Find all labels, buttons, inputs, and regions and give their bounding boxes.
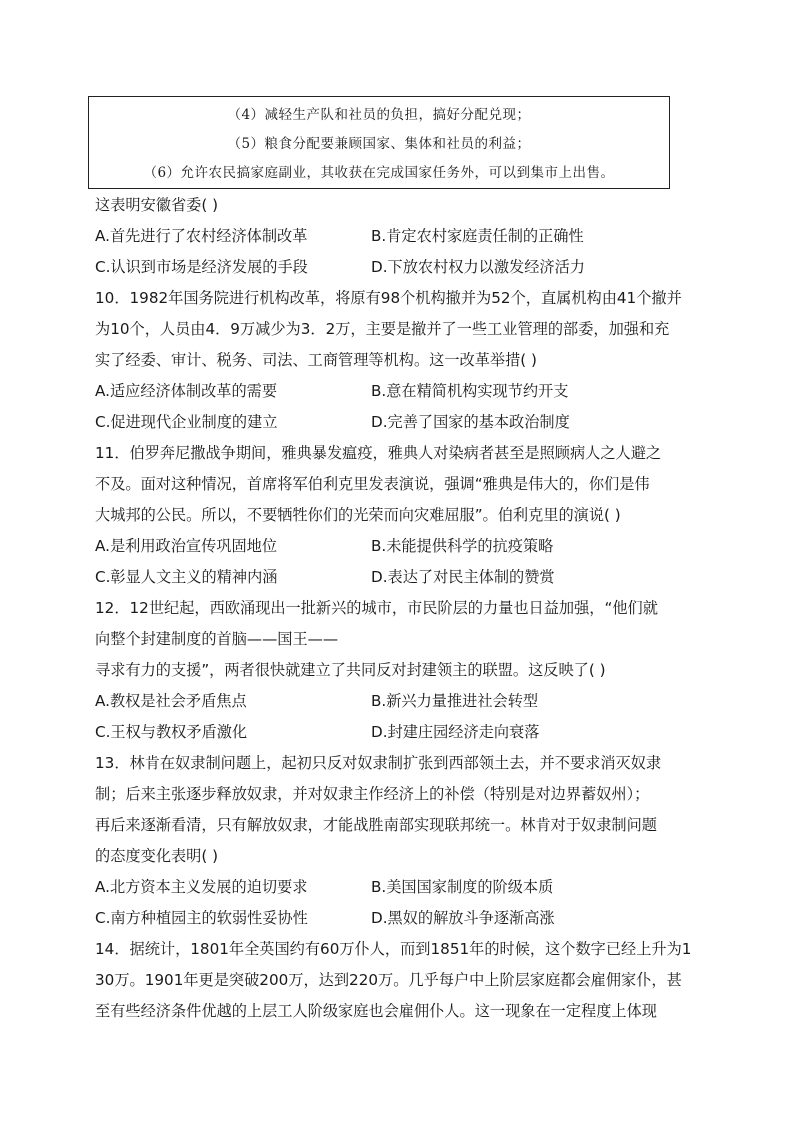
quote-line-5: （5）粮食分配要兼顾国家、集体和社员的利益； xyxy=(227,136,531,152)
question-9 xyxy=(95,190,705,283)
question-stem-line: 制；后来主张逐步释放奴隶，并对奴隶主作经济上的补偿（特别是对边界蓄奴州）； xyxy=(95,785,650,803)
option-c[interactable]: C.促进现代企业制度的建立 xyxy=(95,413,278,431)
question-stem-line: 13．林肯在奴隶制问题上，起初只反对奴隶制扩张到西部领土去，并不要求消灭奴隶 xyxy=(95,754,662,772)
options-row xyxy=(95,717,705,748)
option-b[interactable]: B.意在精简机构实现节约开支 xyxy=(371,382,569,400)
question-stem-line: 不及。面对这种情况，首席将军伯利克里发表演说，强调“雅典是伟大的，你们是伟 xyxy=(95,475,650,493)
option-c[interactable]: C.南方种植园主的软弱性妥协性 xyxy=(95,909,308,927)
option-b[interactable]: B.美国国家制度的阶级本质 xyxy=(371,878,554,896)
question-14 xyxy=(95,934,705,1027)
question-stem-line: 寻求有力的支援”，两者很快就建立了共同反对封建领主的联盟。这反映了( ) xyxy=(95,661,606,679)
option-b[interactable]: B.肯定农村家庭责任制的正确性 xyxy=(371,227,584,245)
question-10 xyxy=(95,283,705,438)
question-stem-line: 11．伯罗奔尼撒战争期间，雅典暴发瘟疫，雅典人对染病者甚至是照顾病人之人避之 xyxy=(95,444,662,462)
option-d[interactable]: D.表达了对民主体制的赞赏 xyxy=(371,568,555,586)
option-a[interactable]: A.适应经济体制改革的需要 xyxy=(95,382,278,400)
question-11 xyxy=(95,438,705,593)
options-row xyxy=(95,531,705,562)
options-row xyxy=(95,562,705,593)
option-d[interactable]: D.完善了国家的基本政治制度 xyxy=(371,413,570,431)
question-13 xyxy=(95,748,705,934)
option-a[interactable]: A.北方资本主义发展的迫切要求 xyxy=(95,878,308,896)
option-d[interactable]: D.黑奴的解放斗争逐渐高涨 xyxy=(371,909,555,927)
options-row xyxy=(95,407,705,438)
question-stem-line: 实了经委、审计、税务、司法、工商管理等机构。这一改革举措( ) xyxy=(95,351,537,369)
option-d[interactable]: D.封建庄园经济走向衰落 xyxy=(371,723,540,741)
options-row xyxy=(95,686,705,717)
question-12 xyxy=(95,593,705,748)
option-a[interactable]: A.教权是社会矛盾焦点 xyxy=(95,692,247,710)
question-stem-line: 的态度变化表明( ) xyxy=(95,847,218,865)
options-row xyxy=(95,221,705,252)
option-d[interactable]: D.下放农村权力以激发经济活力 xyxy=(371,258,585,276)
question-stem-line: 为10个，人员由4．9万减少为3．2万，主要是撤并了一些工业管理的部委，加强和充 xyxy=(95,320,670,338)
option-c[interactable]: C.认识到市场是经济发展的手段 xyxy=(95,258,308,276)
options-row xyxy=(95,376,705,407)
option-c[interactable]: C.彰显人文主义的精神内涵 xyxy=(95,568,278,586)
question-stem-line: 大城邦的公民。所以，不要牺牲你们的光荣而向灾难屈服”。伯利克里的演说( ) xyxy=(95,506,621,524)
quote-box xyxy=(88,96,670,189)
option-a[interactable]: A.是利用政治宣传巩固地位 xyxy=(95,537,278,555)
question-stem-line: 这表明安徽省委( ) xyxy=(95,196,218,214)
question-stem-line: 10．1982年国务院进行机构改革，将原有98个机构撤并为52个，直属机构由41个撤并 xyxy=(95,289,682,307)
option-c[interactable]: C.王权与教权矛盾激化 xyxy=(95,723,248,741)
question-stem-line: 再后来逐渐看清，只有解放奴隶，才能战胜南部实现联邦统一。林肯对于奴隶制问题 xyxy=(95,816,657,834)
question-stem-line: 向整个封建制度的首脑——国王—— xyxy=(95,630,338,648)
options-row xyxy=(95,252,705,283)
question-stem-line: 14．据统计，1801年全英国约有60万仆人，而到1851年的时候，这个数字已经上升为1 xyxy=(95,940,692,958)
options-row xyxy=(95,903,705,934)
question-stem-line: 12．12世纪起，西欧涌现出一批新兴的城市，市民阶层的力量也日益加强，“他们就 xyxy=(95,599,658,617)
question-list xyxy=(95,190,705,1027)
option-b[interactable]: B.未能提供科学的抗疫策略 xyxy=(371,537,554,555)
quote-line-6: （6）允许农民搞家庭副业，其收获在完成国家任务外，可以到集市上出售。 xyxy=(143,165,615,181)
option-a[interactable]: A.首先进行了农村经济体制改革 xyxy=(95,227,308,245)
options-row xyxy=(95,872,705,903)
question-stem-line: 30万。1901年更是突破200万，达到220万。几乎每户中上阶层家庭都会雇佣家仆，甚 xyxy=(95,971,682,989)
quote-line-4: （4）减轻生产队和社员的负担，搞好分配兑现； xyxy=(227,107,531,123)
option-b[interactable]: B.新兴力量推进社会转型 xyxy=(371,692,539,710)
question-stem-line: 至有些经济条件优越的上层工人阶级家庭也会雇佣仆人。这一现象在一定程度上体现 xyxy=(95,1002,657,1020)
